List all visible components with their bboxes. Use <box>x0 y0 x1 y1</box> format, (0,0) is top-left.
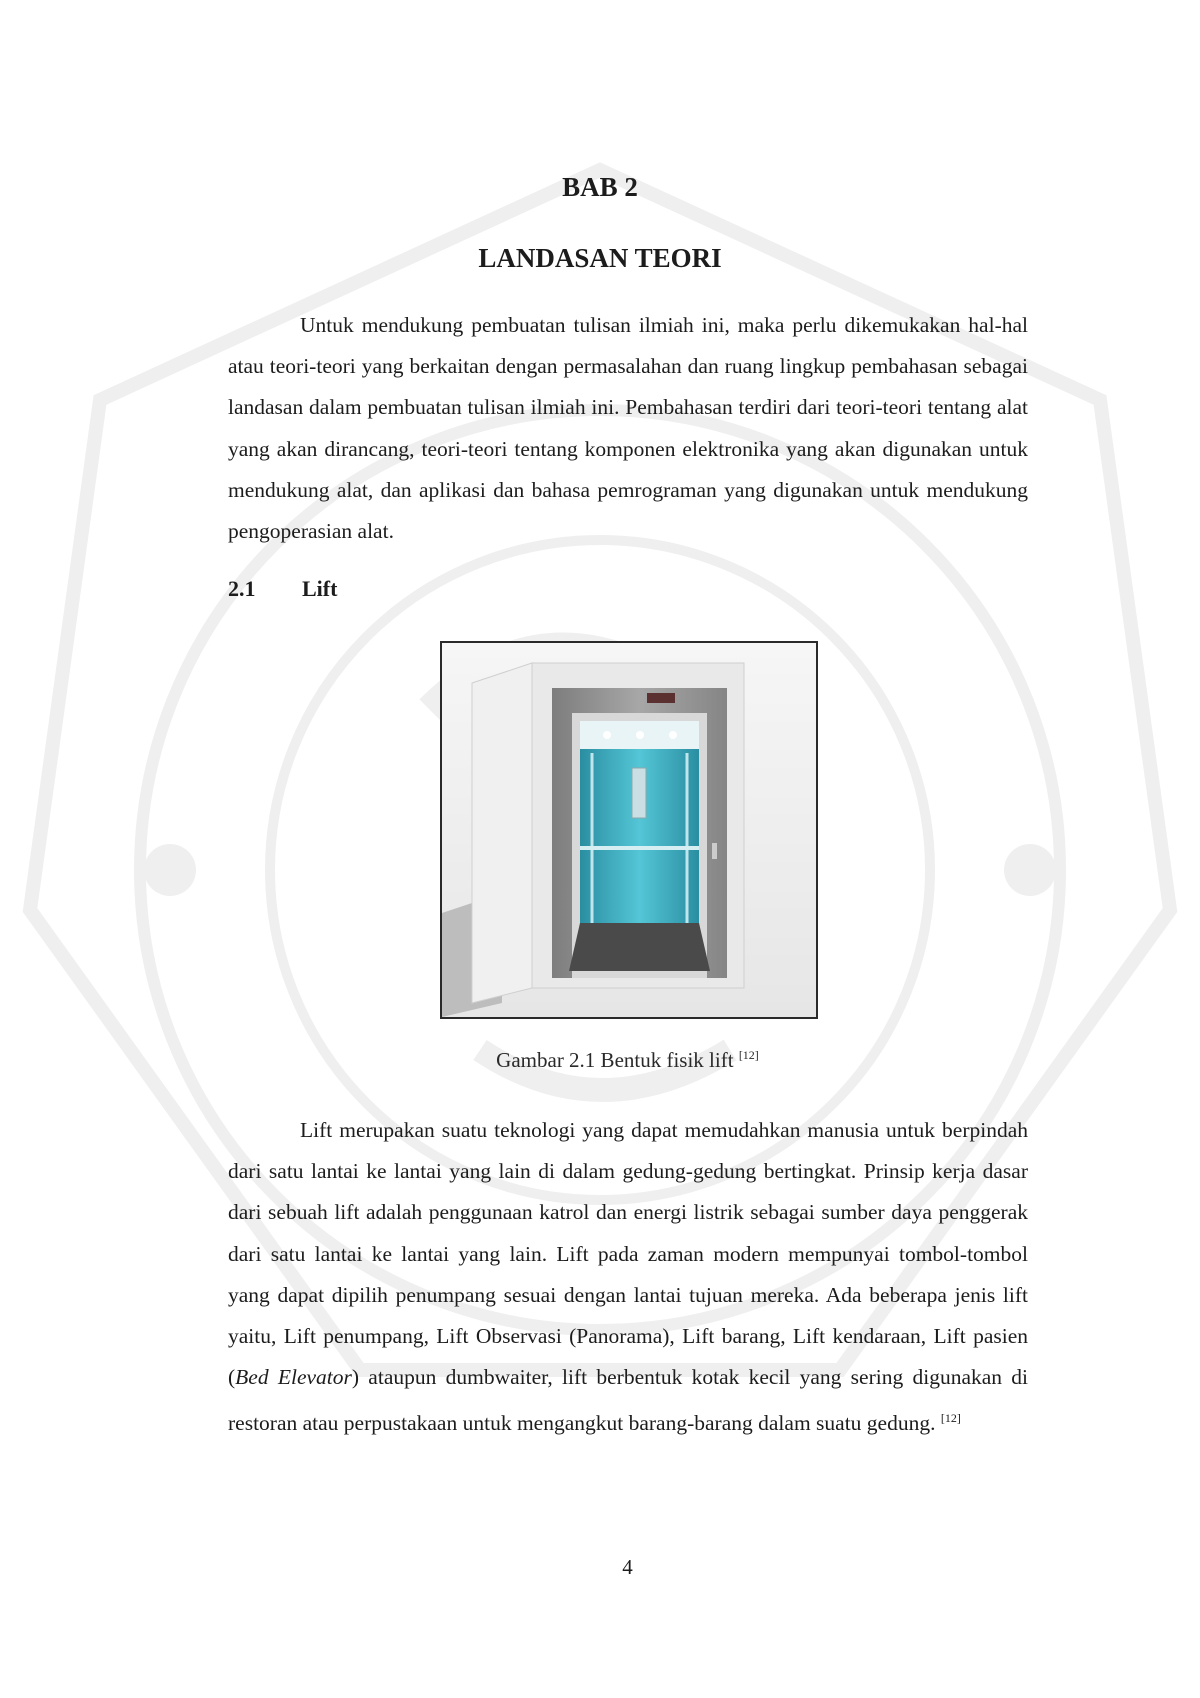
lift-paragraph-text-2: ) ataupun dumbwaiter, lift berbentuk kotak kecil yang sering digunakan di restoran atau perpustakaan untuk mengangkut barang-barang dalam suatu gedung. <box>228 1365 1029 1436</box>
section-heading <box>228 576 337 602</box>
figure-caption-text: Gambar 2.1 Bentuk fisik lift <box>496 1048 734 1072</box>
lift-paragraph-italic: Bed Elevator <box>235 1365 352 1390</box>
intro-paragraph-text: Untuk mendukung pembuatan tulisan ilmiah ini, maka perlu dikemukakan hal-hal atau teori-teori yang berkaitan dengan permasalahan dan ruang lingkup pembahasan sebagai landasan dalam pembuatan tulisan ilmiah ini. Pembahasan terdiri dari teori-teori tentang alat yang akan dirancang, teori-teori tentang komponen elektronika yang akan digunakan untuk mendukung alat, dan aplikasi dan bahasa pemrograman yang digunakan untuk mendukung pengoperasian alat. <box>228 313 1028 544</box>
section-title: Lift <box>302 576 338 601</box>
figure-caption <box>0 1048 1200 1073</box>
figure-citation: [12] <box>738 1048 759 1062</box>
section-number: 2.1 <box>228 576 256 601</box>
page-number: 4 <box>622 1555 633 1579</box>
lift-paragraph <box>228 1110 1028 1445</box>
lift-paragraph-citation: [12] <box>940 1411 961 1426</box>
intro-paragraph <box>228 305 1028 552</box>
lift-figure-image <box>440 641 818 1019</box>
chapter-title: LANDASAN TEORI <box>478 243 722 273</box>
lift-paragraph-text-1: Lift merupakan suatu teknologi yang dapat memudahkan manusia untuk berpindah dari satu lantai ke lantai yang lain di dalam gedung-gedung bertingkat. Prinsip kerja dasar dari sebuah lift adalah penggunaan katrol dan energi listrik sebagai sumber daya penggerak dari satu lantai ke lantai yang lain. Lift pada zaman modern mempunyai tombol-tombol yang dapat dipilih penumpang sesuai dengan lantai tujuan mereka. Ada beberapa jenis lift yaitu, Lift penumpang, Lift Observasi (Panorama), Lift barang, Lift kendaraan, Lift pasien ( <box>228 1118 1028 1390</box>
chapter-number: BAB 2 <box>562 172 638 202</box>
